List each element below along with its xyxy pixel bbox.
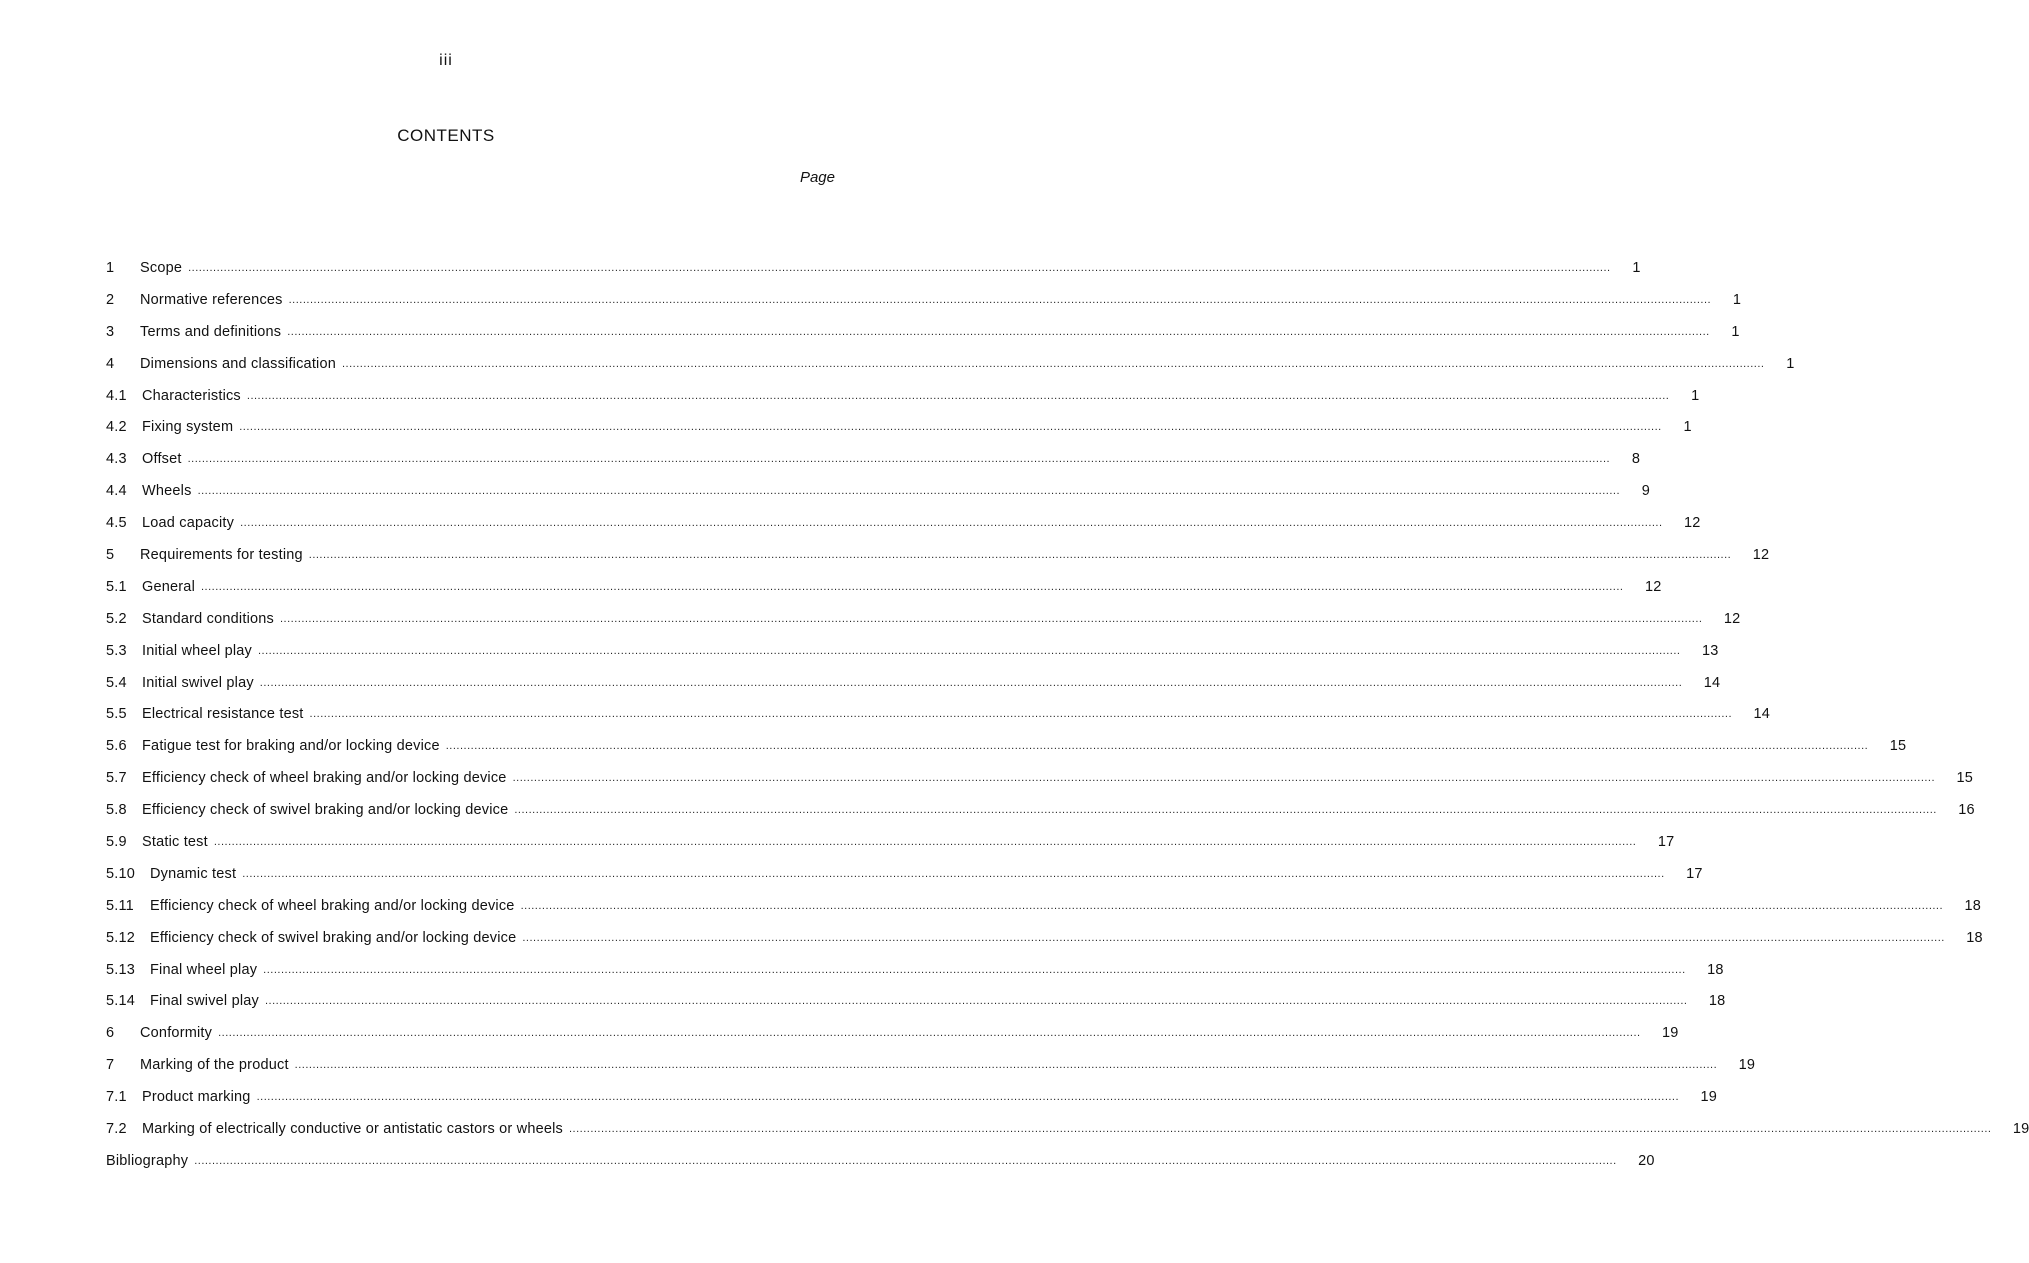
toc-dot-leader: ................................................................................................................................................................................................................................................................................................................................................................................................................ [201,580,1624,593]
contents-title: CONTENTS [397,126,495,145]
toc-entry-page: 18 [1966,929,1983,946]
toc-dot-leader: ................................................................................................................................................................................................................................................................................................................................................................................................................ [522,931,1945,944]
toc-entry[interactable] [106,991,1726,1023]
toc-entry-page: 13 [1701,642,1719,659]
toc-dot-leader: ................................................................................................................................................................................................................................................................................................................................................................................................................ [309,708,1733,721]
toc-entry[interactable] [106,1055,1756,1087]
toc-entry-number: 4.3 [106,451,127,468]
toc-entry-title: Final swivel play [150,993,259,1010]
toc-dot-leader: ................................................................................................................................................................................................................................................................................................................................................................................................................ [445,740,1869,753]
toc-entry-page: 20 [1638,1152,1655,1169]
toc-entry-number: 7 [106,1057,115,1074]
toc-dot-leader: ................................................................................................................................................................................................................................................................................................................................................................................................................ [568,1123,1992,1136]
toc-entry-title: Bibliography [106,1152,189,1169]
toc-entry[interactable] [106,513,1701,545]
toc-entry-title: Fixing system [142,419,234,436]
page-column-label: Page [799,169,835,186]
toc-dot-leader: ................................................................................................................................................................................................................................................................................................................................................................................................................ [197,485,1621,498]
toc-entry-number: 5.14 [106,993,136,1010]
toc-entry-title: Standard conditions [142,610,274,627]
toc-entry[interactable] [106,736,1907,768]
toc-entry-page: 8 [1631,451,1641,468]
toc-entry[interactable] [106,960,1724,992]
toc-entry-page: 17 [1686,865,1703,882]
toc-entry-page: 12 [1684,515,1701,532]
toc-entry[interactable] [106,354,1795,386]
toc-entry-title: Fatigue test for braking and/or locking device [142,738,440,755]
toc-entry-page: 19 [2012,1121,2029,1138]
toc-entry[interactable] [106,481,1651,513]
toc-entry-number: 5.3 [106,642,127,659]
toc-entry-title: Marking of the product [140,1057,289,1074]
toc-dot-leader: ................................................................................................................................................................................................................................................................................................................................................................................................................ [514,804,1937,817]
toc-entry-title: Efficiency check of wheel braking and/or locking device [150,897,515,914]
toc-dot-leader: ................................................................................................................................................................................................................................................................................................................................................................................................................ [213,836,1637,849]
toc-entry-title: Dynamic test [150,865,237,882]
toc-entry-title: Efficiency check of swivel braking and/or locking device [150,929,517,946]
toc-dot-leader: ................................................................................................................................................................................................................................................................................................................................................................................................................ [239,421,1662,434]
toc-entry-title: Normative references [140,291,283,308]
toc-dot-leader: ................................................................................................................................................................................................................................................................................................................................................................................................................ [242,867,1665,880]
toc-dot-leader: ................................................................................................................................................................................................................................................................................................................................................................................................................ [512,772,1936,785]
toc-entry-number: 4.1 [106,387,127,404]
toc-entry[interactable] [106,609,1741,641]
toc-entry[interactable] [106,322,1740,354]
toc-entry[interactable] [106,768,1974,800]
toc-entry-number: 5.1 [106,578,127,595]
toc-entry[interactable] [106,864,1703,896]
toc-entry-number: 4.2 [106,419,127,436]
toc-dot-leader: ................................................................................................................................................................................................................................................................................................................................................................................................................ [259,676,1683,689]
toc-dot-leader: ................................................................................................................................................................................................................................................................................................................................................................................................................ [294,1059,1718,1072]
toc-entry-number: 5.12 [106,929,136,946]
toc-entry-page: 14 [1753,706,1771,723]
toc-entry-title: Efficiency check of swivel braking and/or locking device [142,802,509,819]
toc-dot-leader: ................................................................................................................................................................................................................................................................................................................................................................................................................ [520,899,1944,912]
toc-dot-leader: ................................................................................................................................................................................................................................................................................................................................................................................................................ [218,1027,1641,1040]
toc-entry-title: Scope [140,260,183,276]
toc-entry-page: 19 [1738,1057,1756,1074]
toc-entry[interactable] [106,577,1662,609]
toc-entry-number: 5.2 [106,610,127,627]
toc-dot-leader: ................................................................................................................................................................................................................................................................................................................................................................................................................ [264,995,1688,1008]
toc-entry-page: 12 [1723,610,1741,627]
toc-entry-page: 1 [1691,387,1700,404]
toc-entry-title: Final wheel play [150,961,258,978]
toc-entry[interactable] [106,417,1692,449]
toc-entry[interactable] [106,832,1675,864]
toc-entry-title: Offset [142,451,182,468]
toc-entry-title: Wheels [142,483,192,500]
toc-dot-leader: ................................................................................................................................................................................................................................................................................................................................................................................................................ [240,517,1663,530]
toc-dot-leader: ................................................................................................................................................................................................................................................................................................................................................................................................................ [188,262,1611,274]
toc-entry[interactable] [106,928,1983,960]
toc-dot-leader: ................................................................................................................................................................................................................................................................................................................................................................................................................ [246,389,1670,402]
toc-entry[interactable] [106,641,1719,673]
toc-entry[interactable] [106,545,1770,577]
toc-entry[interactable] [106,896,1982,928]
toc-entry-page: 15 [1956,770,1974,787]
toc-entry-title: Initial swivel play [142,674,254,691]
toc-entry-title: General [142,578,195,595]
toc-entry-page: 1 [1683,419,1692,436]
toc-entry-page: 18 [1707,961,1724,978]
toc-dot-leader: ................................................................................................................................................................................................................................................................................................................................................................................................................ [256,1091,1680,1104]
toc-entry-page: 16 [1958,802,1975,819]
toc-entry-page: 1 [1731,323,1740,340]
toc-entry-title: Conformity [140,1025,213,1042]
toc-entry-number: 5.5 [106,706,127,723]
toc-entry-number: 2 [106,291,115,308]
toc-entry[interactable] [106,386,1700,418]
toc-dot-leader: ................................................................................................................................................................................................................................................................................................................................................................................................................ [194,1154,1617,1167]
toc-entry-number: 1 [106,260,115,276]
toc-entry-title: Product marking [142,1089,251,1106]
toc-entry-number: 5 [106,547,115,564]
toc-entry-page: 18 [1708,993,1726,1010]
toc-entry[interactable] [106,290,1742,322]
toc-entry[interactable] [106,1087,1718,1119]
toc-dot-leader: ................................................................................................................................................................................................................................................................................................................................................................................................................ [263,963,1686,976]
toc-entry-number: 4.5 [106,515,127,532]
toc-entry-title: Initial wheel play [142,642,252,659]
toc-dot-leader: ................................................................................................................................................................................................................................................................................................................................................................................................................ [187,453,1611,466]
toc-entry-number: 6 [106,1025,115,1042]
toc-entry-page: 9 [1641,483,1651,500]
toc-entry-title: Efficiency check of wheel braking and/or locking device [142,770,507,787]
toc-entry-number: 5.6 [106,738,127,755]
page-number: iii [439,52,453,69]
toc-dot-leader: ................................................................................................................................................................................................................................................................................................................................................................................................................ [279,612,1703,625]
toc-entry-title: Requirements for testing [140,547,303,564]
toc-entry-title: Terms and definitions [140,323,282,340]
toc-entry-number: 3 [106,323,115,340]
toc-entry-number: 5.13 [106,961,136,978]
toc-entry-page: 1 [1632,260,1641,276]
toc-entry-number: 5.7 [106,770,127,787]
toc-entry-page: 19 [1700,1089,1718,1106]
toc-entry-number: 4 [106,355,115,372]
toc-entry[interactable] [106,1119,2029,1151]
toc-entry-number: 5.9 [106,834,127,851]
toc-dot-leader: ................................................................................................................................................................................................................................................................................................................................................................................................................ [287,325,1710,338]
toc-entry[interactable] [106,1023,1679,1055]
toc-dot-leader: ................................................................................................................................................................................................................................................................................................................................................................................................................ [288,293,1712,306]
toc-entry-page: 19 [1662,1025,1679,1042]
toc-entry-title: Dimensions and classification [140,355,336,372]
toc-entry-page: 14 [1703,674,1721,691]
toc-entry[interactable] [106,258,1641,290]
toc-entry-page: 18 [1964,897,1982,914]
toc-entry-number: 5.10 [106,865,136,882]
toc-entry-title: Electrical resistance test [142,706,304,723]
toc-entry-title: Marking of electrically conductive or antistatic castors or wheels [142,1121,563,1138]
toc-entry-number: 5.11 [106,897,134,914]
toc-dot-leader: ................................................................................................................................................................................................................................................................................................................................................................................................................ [308,549,1732,562]
toc-entry[interactable] [106,800,1975,832]
toc-dot-leader: ................................................................................................................................................................................................................................................................................................................................................................................................................ [342,357,1765,370]
toc-entry-page: 17 [1657,834,1675,851]
toc-entry[interactable] [106,704,1771,736]
toc-entry-title: Characteristics [142,387,241,404]
toc-entry-page: 1 [1786,355,1795,372]
table-of-contents [106,258,2029,1183]
toc-entry-page: 12 [1644,578,1662,595]
toc-entry-number: 7.2 [106,1121,127,1138]
toc-entry-page: 15 [1889,738,1907,755]
toc-entry-number: 4.4 [106,483,127,500]
toc-entry[interactable] [106,673,1721,705]
toc-entry-title: Static test [142,834,208,851]
toc-entry[interactable] [106,449,1641,481]
toc-entry-number: 5.8 [106,802,127,819]
toc-entry[interactable] [106,1151,1655,1183]
toc-entry-number: 5.4 [106,674,127,691]
toc-entry-page: 12 [1752,547,1770,564]
toc-dot-leader: ................................................................................................................................................................................................................................................................................................................................................................................................................ [258,644,1681,657]
toc-entry-number: 7.1 [106,1089,127,1106]
toc-entry-page: 1 [1732,291,1742,308]
toc-entry-title: Load capacity [142,515,235,532]
